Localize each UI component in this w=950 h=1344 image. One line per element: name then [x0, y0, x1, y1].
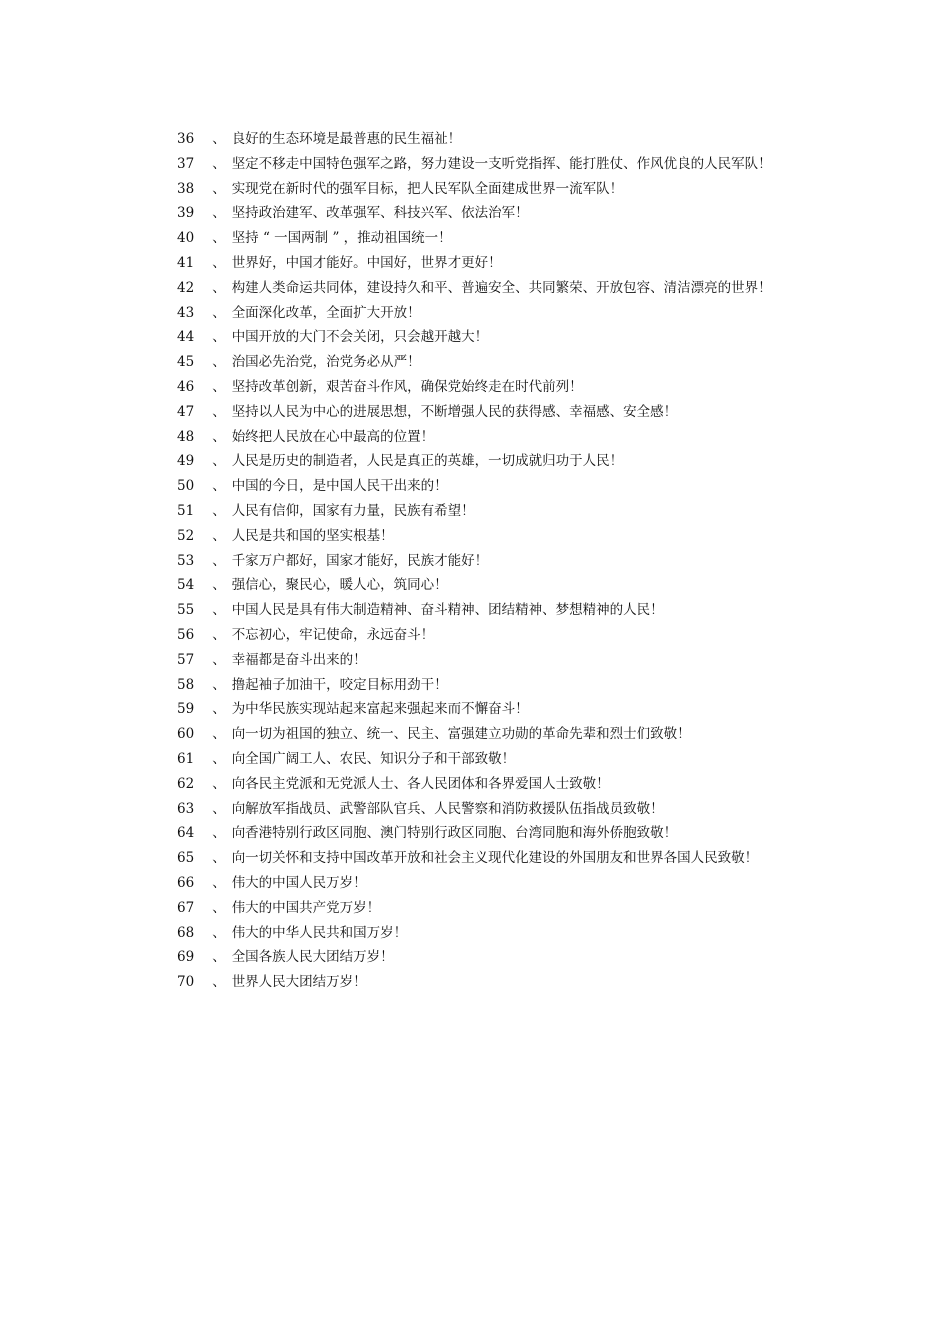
- list-item: [145, 747, 815, 772]
- list-item: [145, 945, 815, 970]
- item-text: 人民有信仰，国家有力量，民族有希望！: [231, 502, 475, 519]
- list-item: [145, 400, 815, 425]
- item-number: 47: [177, 403, 195, 420]
- list-item: [145, 797, 815, 822]
- slogan-list: [145, 127, 815, 995]
- list-item: [145, 301, 815, 326]
- item-text: 强信心，聚民心，暖人心，筑同心！: [231, 577, 448, 594]
- item-separator: 、: [212, 899, 226, 916]
- list-item: [145, 524, 815, 549]
- list-item: [145, 970, 815, 995]
- item-text: 不忘初心，牢记使命，永远奋斗！: [231, 626, 435, 643]
- item-number: 54: [177, 577, 195, 594]
- list-item: [145, 648, 815, 673]
- list-item: [145, 598, 815, 623]
- item-text: 全国各族人民大团结万岁！: [231, 949, 394, 966]
- item-number: 43: [177, 304, 195, 321]
- item-number: 53: [177, 552, 195, 569]
- item-number: 66: [177, 874, 195, 891]
- item-text: 伟大的中华人民共和国万岁！: [231, 924, 408, 941]
- item-separator: 、: [212, 155, 226, 172]
- item-number: 69: [177, 949, 195, 966]
- item-separator: 、: [212, 230, 226, 247]
- item-number: 55: [177, 602, 195, 619]
- item-separator: 、: [212, 279, 226, 296]
- item-number: 59: [177, 701, 195, 718]
- item-number: 44: [177, 329, 195, 346]
- item-separator: 、: [212, 850, 226, 867]
- item-text: 向一切为祖国的独立、统一、民主、富强建立功勋的革命先辈和烈士们致敬！: [231, 726, 691, 743]
- list-item: [145, 772, 815, 797]
- item-text: 中国的今日，是中国人民干出来的！: [231, 478, 448, 495]
- item-number: 60: [177, 726, 195, 743]
- item-separator: 、: [212, 453, 226, 470]
- list-item: [145, 573, 815, 598]
- item-separator: 、: [212, 676, 226, 693]
- item-text: 全面深化改革，全面扩大开放！: [231, 304, 421, 321]
- item-number: 37: [177, 155, 195, 172]
- item-number: 57: [177, 651, 195, 668]
- item-text: 中国人民是具有伟大制造精神、奋斗精神、团结精神、梦想精神的人民！: [231, 602, 664, 619]
- item-number: 40: [177, 230, 195, 247]
- item-separator: 、: [212, 750, 226, 767]
- item-text: 撸起袖子加油干，咬定目标用劲干！: [231, 676, 448, 693]
- item-text: 治国必先治党，治党务必从严！: [231, 354, 421, 371]
- list-item: [145, 623, 815, 648]
- item-separator: 、: [212, 329, 226, 346]
- item-text: 千家万户都好，国家才能好，民族才能好！: [231, 552, 489, 569]
- list-item: [145, 697, 815, 722]
- list-item: [145, 325, 815, 350]
- item-text: 坚持改革创新，艰苦奋斗作风，确保党始终走在时代前列！: [231, 378, 583, 395]
- list-item: [145, 896, 815, 921]
- item-separator: 、: [212, 577, 226, 594]
- item-separator: 、: [212, 478, 226, 495]
- list-item: [145, 226, 815, 251]
- item-number: 52: [177, 527, 195, 544]
- item-number: 51: [177, 502, 195, 519]
- item-number: 61: [177, 750, 195, 767]
- item-number: 58: [177, 676, 195, 693]
- item-number: 42: [177, 279, 195, 296]
- list-item: [145, 474, 815, 499]
- item-separator: 、: [212, 825, 226, 842]
- item-text: 坚持政治建军、改革强军、科技兴军、依法治军！: [231, 205, 529, 222]
- list-item: [145, 673, 815, 698]
- list-item: [145, 276, 815, 301]
- list-item: [145, 251, 815, 276]
- item-text: 世界好，中国才能好。中国好，世界才更好！: [231, 254, 502, 271]
- item-text: 构建人类命运共同体，建设持久和平、普遍安全、共同繁荣、开放包容、清洁漂亮的世界！: [231, 279, 772, 296]
- list-item: [145, 846, 815, 871]
- item-separator: 、: [212, 924, 226, 941]
- item-separator: 、: [212, 205, 226, 222]
- list-item: [145, 722, 815, 747]
- item-separator: 、: [212, 428, 226, 445]
- item-number: 49: [177, 453, 195, 470]
- item-text: 幸福都是奋斗出来的！: [231, 651, 367, 668]
- item-text: 伟大的中国人民万岁！: [231, 874, 367, 891]
- item-number: 68: [177, 924, 195, 941]
- item-number: 46: [177, 378, 195, 395]
- item-number: 56: [177, 626, 195, 643]
- item-text: 实现党在新时代的强军目标，把人民军队全面建成世界一流军队！: [231, 180, 624, 197]
- item-separator: 、: [212, 354, 226, 371]
- item-separator: 、: [212, 602, 226, 619]
- item-separator: 、: [212, 701, 226, 718]
- item-number: 36: [177, 131, 195, 147]
- item-number: 62: [177, 775, 195, 792]
- item-number: 67: [177, 899, 195, 916]
- item-text: 人民是共和国的坚实根基！: [231, 527, 394, 544]
- item-separator: 、: [212, 726, 226, 743]
- item-text: 伟大的中国共产党万岁！: [231, 899, 381, 916]
- item-number: 70: [177, 974, 195, 991]
- list-item: [145, 499, 815, 524]
- item-number: 39: [177, 205, 195, 222]
- item-separator: 、: [212, 626, 226, 643]
- list-item: [145, 375, 815, 400]
- list-item: [145, 177, 815, 202]
- item-number: 48: [177, 428, 195, 445]
- item-text: 向一切关怀和支持中国改革开放和社会主义现代化建设的外国朋友和世界各国人民致敬！: [231, 850, 759, 867]
- item-text: 始终把人民放在心中最高的位置！: [231, 428, 435, 445]
- item-number: 38: [177, 180, 195, 197]
- item-text: 为中华民族实现站起来富起来强起来而不懈奋斗！: [231, 701, 529, 718]
- item-text: 世界人民大团结万岁！: [231, 974, 367, 991]
- item-separator: 、: [212, 800, 226, 817]
- item-separator: 、: [212, 527, 226, 544]
- item-text: 向香港特别行政区同胞、澳门特别行政区同胞、台湾同胞和海外侨胞致敬！: [231, 825, 678, 842]
- list-item: [145, 921, 815, 946]
- list-item: [145, 425, 815, 450]
- list-item: [145, 152, 815, 177]
- item-text: 人民是历史的制造者，人民是真正的英雄，一切成就归功于人民！: [231, 453, 624, 470]
- item-text: 坚持以人民为中心的进展思想，不断增强人民的获得感、幸福感、安全感！: [231, 403, 678, 420]
- item-text: 良好的生态环境是最普惠的民生福祉！: [231, 131, 462, 147]
- list-item: [145, 127, 815, 152]
- item-separator: 、: [212, 304, 226, 321]
- item-separator: 、: [212, 502, 226, 519]
- item-separator: 、: [212, 974, 226, 991]
- list-item: [145, 201, 815, 226]
- item-separator: 、: [212, 180, 226, 197]
- item-number: 63: [177, 800, 195, 817]
- item-text: 坚持 “ 一国两制 ” ，推动祖国统一！: [231, 230, 452, 247]
- list-item: [145, 350, 815, 375]
- item-number: 41: [177, 254, 195, 271]
- item-separator: 、: [212, 254, 226, 271]
- list-item: [145, 821, 815, 846]
- list-item: [145, 871, 815, 896]
- item-separator: 、: [212, 403, 226, 420]
- item-text: 中国开放的大门不会关闭，只会越开越大！: [231, 329, 489, 346]
- item-separator: 、: [212, 949, 226, 966]
- item-text: 向全国广阔工人、农民、知识分子和干部致敬！: [231, 750, 516, 767]
- item-number: 50: [177, 478, 195, 495]
- item-separator: 、: [212, 651, 226, 668]
- item-number: 64: [177, 825, 195, 842]
- item-number: 65: [177, 850, 195, 867]
- item-separator: 、: [212, 131, 226, 147]
- item-separator: 、: [212, 874, 226, 891]
- item-text: 向解放军指战员、武警部队官兵、人民警察和消防救援队伍指战员致敬！: [231, 800, 664, 817]
- item-number: 45: [177, 354, 195, 371]
- list-item: [145, 549, 815, 574]
- item-separator: 、: [212, 775, 226, 792]
- item-separator: 、: [212, 552, 226, 569]
- item-text: 坚定不移走中国特色强军之路，努力建设一支听党指挥、能打胜仗、作风优良的人民军队！: [231, 155, 772, 172]
- item-text: 向各民主党派和无党派人士、各人民团体和各界爱国人士致敬！: [231, 775, 610, 792]
- list-item: [145, 449, 815, 474]
- item-separator: 、: [212, 378, 226, 395]
